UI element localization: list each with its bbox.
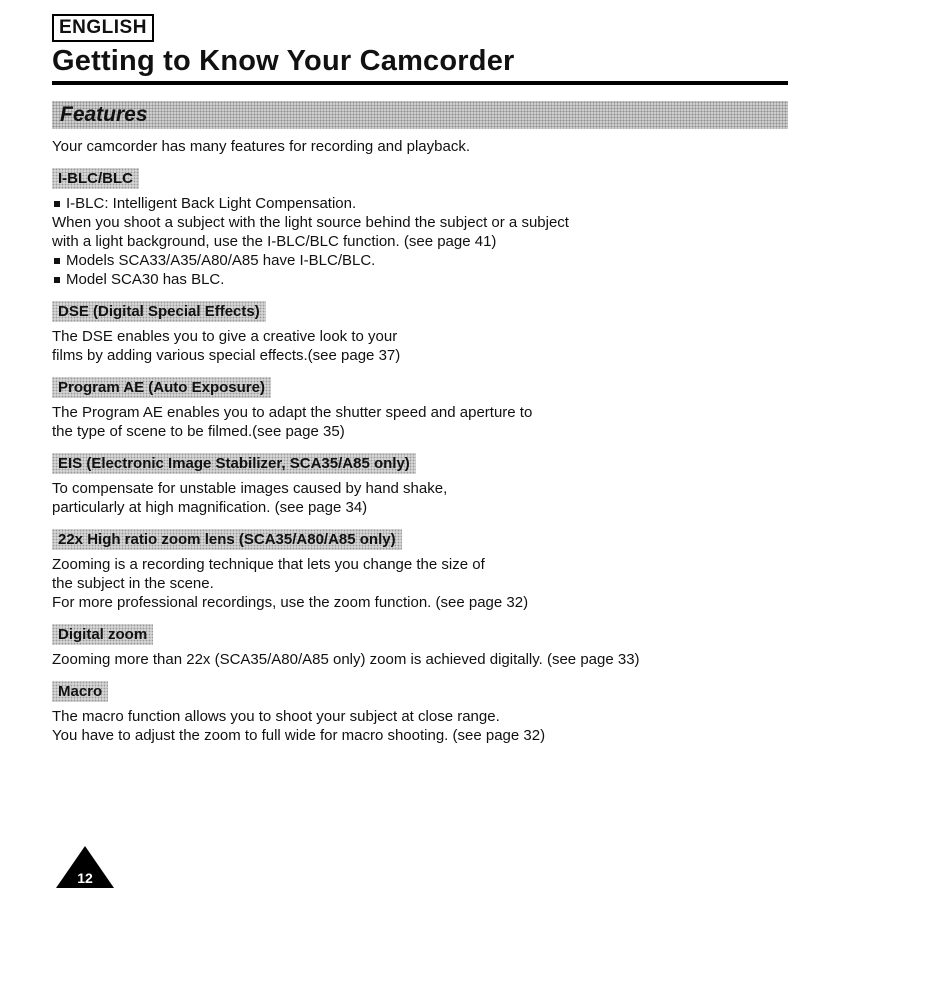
title-divider: [52, 81, 788, 85]
body-line: films by adding various special effects.(see page 37): [52, 347, 401, 364]
bullet-item: I-BLC: Intelligent Back Light Compensation.: [52, 194, 792, 213]
language-label: ENGLISH: [52, 14, 154, 42]
features-heading: Features: [60, 103, 148, 126]
bullet-item: Model SCA30 has BLC.: [52, 270, 792, 289]
features-heading-band: [52, 101, 788, 129]
body-line: When you shoot a subject with the light source behind the subject or a subject: [52, 214, 569, 231]
body-line: the subject in the scene.: [52, 575, 214, 592]
section-i-blc: [52, 168, 792, 289]
section-heading-i-blc: I-BLC/BLC: [52, 168, 139, 189]
body-line: the type of scene to be filmed.(see page 35): [52, 423, 345, 440]
section-digital-zoom: [52, 624, 792, 669]
section-heading-zoom-lens: 22x High ratio zoom lens (SCA35/A80/A85 only): [52, 529, 402, 550]
section-heading-eis: EIS (Electronic Image Stabilizer, SCA35/A85 only): [52, 453, 416, 474]
page-number: 12: [77, 870, 93, 886]
page-number-triangle-icon: [56, 846, 114, 888]
body-line: Zooming more than 22x (SCA35/A80/A85 only) zoom is achieved digitally. (see page 33): [52, 651, 640, 668]
intro-text: Your camcorder has many features for recording and playback.: [52, 138, 471, 155]
section-dse: [52, 301, 792, 365]
section-heading-digital-zoom: Digital zoom: [52, 624, 153, 645]
body-line: particularly at high magnification. (see page 34): [52, 499, 368, 516]
section-macro: [52, 681, 792, 745]
body-line: For more professional recordings, use the zoom function. (see page 32): [52, 594, 529, 611]
section-heading-program-ae: Program AE (Auto Exposure): [52, 377, 271, 398]
section-eis: [52, 453, 792, 517]
body-line: with a light background, use the I-BLC/BLC function. (see page 41): [52, 233, 497, 250]
body-line: Zooming is a recording technique that lets you change the size of: [52, 556, 485, 573]
body-line: You have to adjust the zoom to full wide for macro shooting. (see page 32): [52, 727, 546, 744]
section-heading-dse: DSE (Digital Special Effects): [52, 301, 266, 322]
section-zoom-lens: [52, 529, 792, 612]
body-line: To compensate for unstable images caused by hand shake,: [52, 480, 448, 497]
bullet-item: Models SCA33/A35/A80/A85 have I-BLC/BLC.: [52, 251, 792, 270]
body-line: The macro function allows you to shoot your subject at close range.: [52, 708, 500, 725]
body-line: The Program AE enables you to adapt the shutter speed and aperture to: [52, 404, 533, 421]
body-line: The DSE enables you to give a creative look to your: [52, 328, 398, 345]
page-title: Getting to Know Your Camcorder: [52, 45, 515, 77]
section-heading-macro: Macro: [52, 681, 108, 702]
section-program-ae: [52, 377, 792, 441]
features-content: [52, 137, 792, 745]
